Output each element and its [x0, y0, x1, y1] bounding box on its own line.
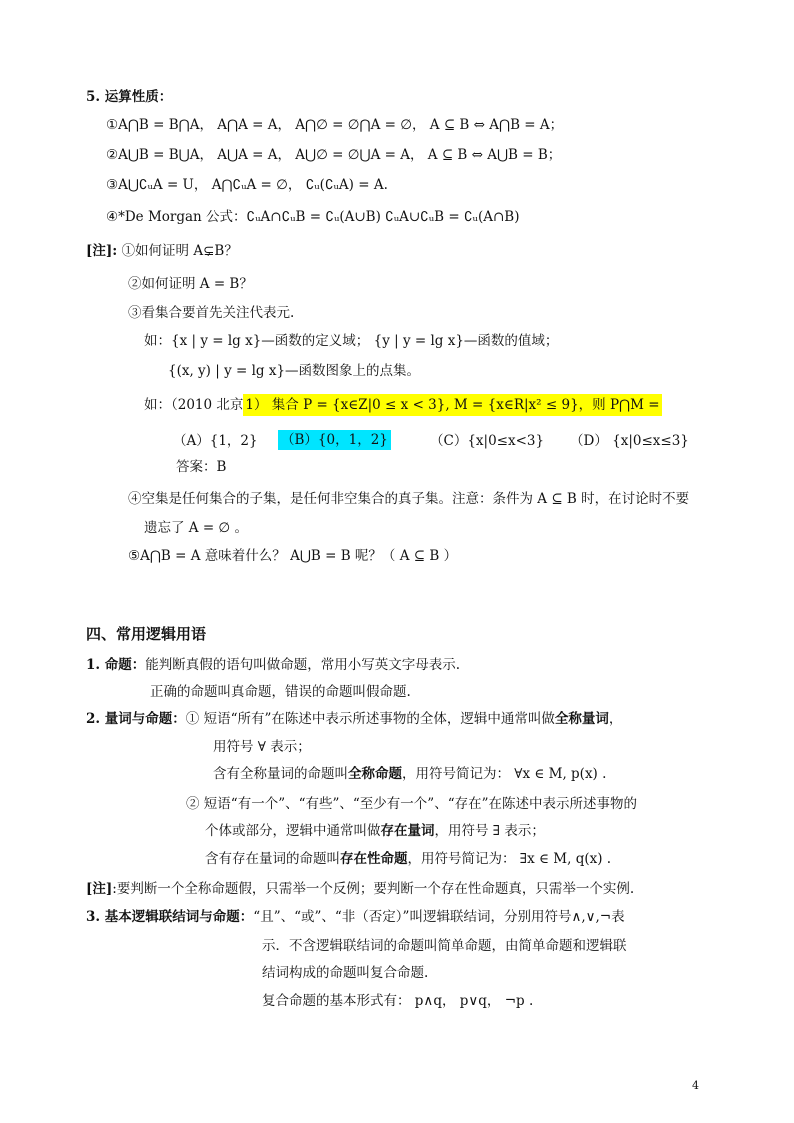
- true-false-proposition: 正确的命题叫真命题，错误的命题叫假命题.: [150, 684, 411, 700]
- example-exam-question: [144, 396, 662, 414]
- note-item-equality: ②如何证明 A = B？: [128, 276, 253, 292]
- item-connectives: [86, 908, 625, 926]
- note-label: [注]: [86, 881, 113, 897]
- term-existential-proposition: 存在性命题: [340, 851, 408, 867]
- chapter-title: 四、常用逻辑用语: [86, 625, 207, 643]
- union-properties: ②A⋃B = B⋃A， A⋃A = A， A⋃∅ = ∅⋃A = A， A ⊆ B ⇔ A⋃B = B；: [106, 147, 562, 163]
- note-item-empty-set-cont: 遗忘了 A = ∅ 。: [144, 520, 248, 536]
- line-text: 含有存在量词的命题叫: [205, 851, 340, 867]
- page-number: 4: [692, 1079, 699, 1092]
- complement-properties: ③A⋃∁ᵤA = U， A⋂∁ᵤA = ∅， ∁ᵤ(∁ᵤA) = A.: [106, 177, 388, 193]
- connectives-line-3: 结词构成的命题叫复合命题.: [262, 965, 429, 981]
- section-heading: 5. 运算性质：: [86, 89, 173, 105]
- note-judgement: [86, 880, 634, 898]
- line-text: ，用符号 ∃ 表示；: [434, 823, 545, 839]
- example-point-set: {(x, y) | y = lg x}—函数图象上的点集。: [168, 363, 421, 379]
- existential-intro-line: ② 短语“有一个”、“有些”、“至少有一个”、“存在”在陈述中表示所述事物的: [186, 796, 638, 812]
- de-morgan-formula: ④*De Morgan 公式：∁ᵤA∩∁ᵤB = ∁ᵤ(A∪B) ∁ᵤA∪∁ᵤB = ∁ᵤ(A∩B): [106, 209, 520, 225]
- note-item-proper-subset: ①如何证明 A⊊B？: [121, 243, 238, 259]
- note-1: [86, 242, 238, 260]
- compound-forms-line: 复合命题的基本形式有： p∧q， p∨q， ¬p .: [262, 993, 534, 1009]
- existential-quantifier-line: [205, 822, 545, 840]
- item-quantifier: [86, 710, 622, 728]
- item-label: 3. 基本逻辑联结词与命题：: [86, 909, 254, 925]
- item-proposition: [86, 656, 460, 674]
- item-text: 能判断真假的语句叫做命题，常用小写英文字母表示.: [145, 657, 461, 673]
- intersection-properties: ①A⋂B = B⋂A， A⋂A = A， A⋂∅ = ∅⋂A = ∅， A ⊆ B ⇔ A⋂B = A；: [106, 117, 564, 133]
- note-label: [注]:: [86, 243, 118, 259]
- question-source: 如：（2010 北京: [144, 397, 244, 413]
- note-text: :要判断一个全称命题假，只需举一个反例；要判断一个存在性命题真，只需举一个实例.: [112, 881, 635, 897]
- option-d: （D） {x|0≤x≤3}: [570, 433, 689, 449]
- item-label: 1. 命题：: [86, 657, 146, 673]
- note-item-meaning: ⑤A⋂B = A 意味着什么？ A⋃B = B 呢？（ A ⊆ B ）: [128, 548, 458, 564]
- universal-proposition-line: [213, 765, 606, 783]
- item-text: “且”、“或”、“非（否定）”叫逻辑联结词，分别用符号∧,∨,¬表: [253, 909, 625, 925]
- connectives-line-2: 示．不含逻辑联结词的命题叫简单命题，由简单命题和逻辑联: [262, 938, 627, 954]
- option-a: （A）{1，2}: [173, 433, 258, 449]
- item-text: ① 短语“所有”在陈述中表示所述事物的全体，逻辑中通常叫做: [185, 711, 555, 727]
- item-text: ，: [608, 711, 623, 727]
- item-label: 2. 量词与命题：: [86, 711, 186, 727]
- note-item-empty-set: ④空集是任何集合的子集，是任何非空集合的真子集。注意：条件为 A ⊆ B 时，在讨论时不要: [128, 491, 690, 507]
- term-universal-quantifier: 全称量词: [554, 711, 609, 727]
- line-text: ，用符号简记为： ∀x ∈ M, p(x) .: [402, 766, 607, 782]
- question-highlight: 1） 集合 P = {x∈Z|0 ≤ x < 3}, M = {x∈R|x² ≤ 9}，则 P⋂M =: [243, 394, 661, 416]
- term-universal-proposition: 全称命题: [348, 766, 402, 782]
- option-c: （C）{x|0≤x<3}: [430, 433, 545, 449]
- line-text: ，用符号简记为： ∃x ∈ M, q(x) .: [407, 851, 612, 867]
- line-text: 含有全称量词的命题叫: [213, 766, 348, 782]
- universal-symbol-line: 用符号 ∀ 表示；: [213, 739, 311, 755]
- term-existential-quantifier: 存在量词: [380, 823, 435, 839]
- answer: 答案：B: [176, 459, 227, 475]
- existential-proposition-line: [205, 850, 611, 868]
- example-domain-range: 如：{x | y = lg x}—函数的定义域； {y | y = lg x}—函数的值域；: [144, 333, 559, 349]
- option-b: （B）{0，1，2}: [278, 430, 391, 450]
- line-text: 个体或部分，逻辑中通常叫做: [205, 823, 381, 839]
- note-item-representative: ③看集合要首先关注代表元.: [128, 305, 295, 321]
